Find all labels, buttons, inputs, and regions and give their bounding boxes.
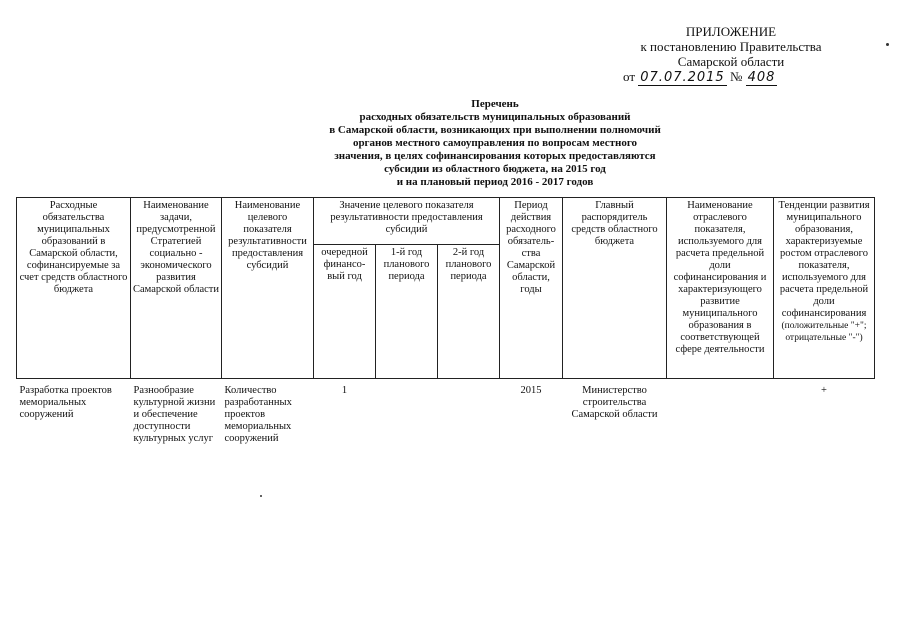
- cell-task: Разнообразие культурной жизни и обеспечение доступности культурных услуг: [133, 385, 216, 444]
- header-obligation: Расходные обязательства муниципальных образований в Самарской области, софинансируемые за счет средств областного бюджета: [17, 198, 131, 379]
- cell-manager: Министерство строительства Самарской области: [571, 385, 658, 420]
- header-trend: [774, 198, 875, 379]
- heading-line: Перечень: [471, 98, 519, 110]
- cell-value-year-1: [376, 379, 438, 446]
- cell-value-year-2: [438, 379, 500, 446]
- obligations-table: [16, 197, 875, 445]
- scan-speck: [260, 495, 262, 497]
- cell-trend: +: [821, 385, 827, 396]
- cell-period: 2015: [520, 385, 542, 396]
- appendix-title: ПРИЛОЖЕНИЕ: [685, 24, 777, 39]
- appendix-line-2: Самарской области: [677, 54, 785, 69]
- handwritten-number: 408: [747, 70, 776, 85]
- table-row: [17, 379, 875, 446]
- header-trend-note: (положительные "+"; отрицательные "-"): [781, 321, 867, 343]
- cell-value-current: 1: [341, 385, 348, 396]
- handwritten-date: 07.07.2015: [640, 70, 725, 85]
- document-heading: [200, 98, 790, 189]
- appendix-block: [621, 24, 841, 85]
- header-period: Период действия расходного обязатель-ства Самарской области, годы: [500, 198, 563, 379]
- header-trend-text: Тенденции развития муниципального образования, характеризуемые ростом отраслевого показателя, используемого для расчета предельной доли софинансирования: [778, 200, 870, 319]
- scan-speck: [886, 43, 889, 46]
- cell-sector-indicator: [667, 379, 774, 446]
- cell-indicator: Количество разработанных проектов мемориальных сооружений: [224, 385, 292, 444]
- cell-obligation: Разработка проектов мемориальных сооружений: [19, 385, 112, 420]
- appendix-date-line: [623, 69, 841, 85]
- heading-line: и на плановый период 2016 - 2017 годов: [396, 176, 594, 188]
- header-indicator-values: Значение целевого показателя результативности предоставления субсидий: [314, 198, 500, 245]
- header-task: Наименование задачи, предусмотренной Стратегией социально - экономического развития Самарской области: [131, 198, 222, 379]
- appendix-line-1: к постановлению Правительства: [640, 39, 822, 54]
- header-sector-indicator: Наименование отраслевого показателя, используемого для расчета предельной доли софинансирования и характеризующего развитие муниципального образования в соответствующей сфере деятельности: [667, 198, 774, 379]
- number-prefix: №: [729, 69, 743, 84]
- header-manager: Главный распорядитель средств областного бюджета: [563, 198, 667, 379]
- date-prefix: от: [623, 69, 636, 84]
- header-indicator: Наименование целевого показателя результативности предоставления субсидий: [222, 198, 314, 379]
- heading-line: органов местного самоуправления по вопросам местного: [352, 137, 638, 149]
- heading-line: субсидии из областного бюджета, на 2015 год: [384, 163, 606, 175]
- heading-line: значения, в целях софинансирования которых предоставляются: [334, 150, 656, 162]
- header-plan-year-2: 2-й год планового периода: [438, 245, 500, 379]
- header-plan-year-1: 1-й год планового периода: [376, 245, 438, 379]
- heading-line: расходных обязательств муниципальных образований: [359, 111, 631, 123]
- header-current-year: очередной финансо-вый год: [314, 245, 376, 379]
- heading-line: в Самарской области, возникающих при выполнении полномочий: [329, 124, 661, 136]
